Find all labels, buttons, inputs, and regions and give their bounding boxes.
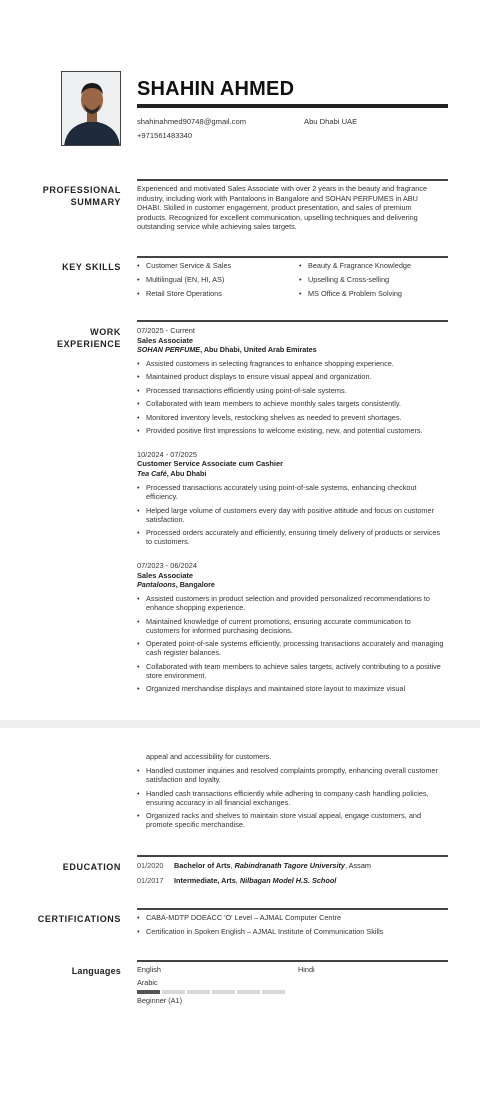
job-dates: 10/2024 - 07/2025 [137, 450, 197, 459]
job-bullets [146, 359, 446, 439]
name-underline [137, 104, 448, 108]
list-item: • Organized racks and shelves to maintain store visual appeal, engage customers, and promote specific merchandise. [146, 811, 446, 829]
job-dates: 07/2023 - 06/2024 [137, 561, 197, 570]
list-item: • Monitored inventory levels, restocking shelves as needed to prevent shortages. [146, 413, 446, 422]
skill-item: • Upselling & Cross-selling [308, 275, 389, 284]
email-text[interactable]: shahinahmed90748@gmail.com [137, 117, 247, 126]
experience-heading [57, 326, 121, 350]
job-bullets-continued [146, 766, 446, 834]
job-bullet-continuation: appeal and accessibility for customers. [146, 752, 272, 761]
level-segment [137, 990, 160, 994]
languages-divider [137, 960, 448, 962]
experience-heading-line1: WORK [90, 327, 121, 337]
education-item: 01/2017 Intermediate, Arts, Nilbagan Model H.S. School [137, 876, 337, 885]
job-title: Sales Associate [137, 571, 194, 580]
certification-item: • Certification in Spoken English – AJMAL Institute of Communication Skills [146, 927, 383, 936]
company-name: Tea Café [137, 469, 167, 478]
job-employer [137, 580, 215, 589]
degree: Intermediate, Arts [174, 876, 236, 885]
job-bullets [146, 483, 446, 551]
list-item: • Processed orders accurately and efficiently, ensuring timely delivery of products or services to customers. [146, 528, 446, 546]
job-employer [137, 345, 317, 354]
skills-heading: KEY SKILLS [62, 262, 121, 272]
certifications-heading: CERTIFICATIONS [37, 914, 121, 924]
summary-heading-line1: PROFESSIONAL [42, 185, 121, 195]
certifications-divider [137, 908, 448, 910]
level-segment [212, 990, 235, 994]
education-divider [137, 855, 448, 857]
person-photo-icon [62, 72, 121, 146]
job-dates: 07/2025 - Current [137, 326, 195, 335]
skill-item: • Beauty & Fragrance Knowledge [308, 261, 411, 270]
company-location: , Bangalore [175, 580, 215, 589]
language-name: English [137, 965, 161, 974]
languages-heading: Languages [71, 966, 121, 976]
job-title: Sales Associate [137, 336, 194, 345]
school: Rabindranath Tagore University [234, 861, 345, 870]
company-name: SOHAN PERFUME [137, 345, 201, 354]
company-location: , Abu Dhabi [166, 469, 207, 478]
skill-item: • MS Office & Problem Solving [308, 289, 402, 298]
skill-item: • Retail Store Operations [146, 289, 222, 298]
language-level-text: Beginner (A1) [137, 996, 183, 1005]
education-heading: EDUCATION [62, 862, 121, 872]
location-text: Abu Dhabi UAE [304, 117, 358, 126]
experience-divider [137, 320, 448, 322]
certification-item: • CABA-MDTP DOEACC 'O' Level – AJMAL Computer Centre [146, 913, 341, 922]
page-break [0, 720, 480, 728]
summary-heading-line2: SUMMARY [70, 197, 121, 207]
education-date: 01/2017 [137, 876, 164, 885]
education-item: 01/2020 Bachelor of Arts, Rabindranath Tagore University, Assam [137, 861, 371, 870]
company-name: Pantaloons [137, 580, 176, 589]
skill-item: • Multilingual (EN, HI, AS) [146, 275, 224, 284]
list-item: • Maintained product displays to ensure visual appeal and organization. [146, 372, 446, 381]
level-segment [162, 990, 185, 994]
list-item: • Assisted customers in product selection and provided personalized recommendations to enhance shopping experience. [146, 594, 446, 612]
language-name: Arabic [137, 978, 158, 987]
skills-divider [137, 256, 448, 258]
phone-text[interactable]: +971561483340 [137, 131, 193, 140]
list-item: • Assisted customers in selecting fragrances to enhance shopping experience. [146, 359, 446, 368]
list-item: • Maintained knowledge of current promotions, ensuring accurate communication to customers for informed purchasing decisions. [146, 617, 446, 635]
list-item: • Handled customer inquiries and resolved complaints promptly, enhancing overall customer satisfaction and loyalty. [146, 766, 446, 784]
school-place: , Assam [345, 861, 371, 870]
summary-heading [43, 184, 121, 208]
candidate-name: SHAHIN AHMED [137, 78, 295, 100]
job-bullets [146, 594, 446, 698]
list-item: • Processed transactions accurately using point-of-sale systems, enhancing checkout efficiency. [146, 483, 446, 501]
skill-item: • Customer Service & Sales [146, 261, 231, 270]
summary-divider [137, 179, 448, 181]
degree: Bachelor of Arts [174, 861, 231, 870]
level-segment [187, 990, 210, 994]
list-item: • Collaborated with team members to achieve monthly sales targets consistently. [146, 399, 446, 408]
experience-heading-line2: EXPERIENCE [56, 339, 121, 349]
list-item: • Helped large volume of customers every day with positive attitude and focus on customer satisfaction. [146, 506, 446, 524]
list-item: • Handled cash transactions efficiently while adhering to company cash handling policies, ensuring accuracy in all financial exchanges. [146, 789, 446, 807]
list-item: • Processed transactions efficiently using point-of-sale systems. [146, 386, 446, 395]
profile-photo [61, 71, 121, 146]
job-employer [137, 469, 206, 478]
list-item: • Provided positive first impressions to welcome existing, new, and potential customers. [146, 426, 446, 435]
summary-text: Experienced and motivated Sales Associate with over 2 years in the beauty and fragrance industry, including work with Pantaloons in Bangalore and SOHAN PERFUMES in ABU DHABI. Skilled in customer engagement, product presentation, and sales of premium products. Recognized for excellent communication, upselling techniques and delivering outstanding service while achieving sales targets. [137, 184, 428, 232]
company-location: , Abu Dhabi, United Arab Emirates [200, 345, 317, 354]
education-date: 01/2020 [137, 861, 164, 870]
list-item: • Operated point-of-sale systems efficiently, processing transactions accurately and managing cash register balances. [146, 639, 446, 657]
level-segment [237, 990, 260, 994]
language-name: Hindi [298, 965, 315, 974]
list-item: • Organized merchandise displays and maintained store layout to maximize visual [146, 684, 446, 693]
school: Nilbagan Model H.S. School [239, 876, 337, 885]
list-item: • Collaborated with team members to achieve sales targets, actively contributing to a positive store environment. [146, 662, 446, 680]
job-title: Customer Service Associate cum Cashier [137, 459, 283, 468]
level-segment [262, 990, 285, 994]
